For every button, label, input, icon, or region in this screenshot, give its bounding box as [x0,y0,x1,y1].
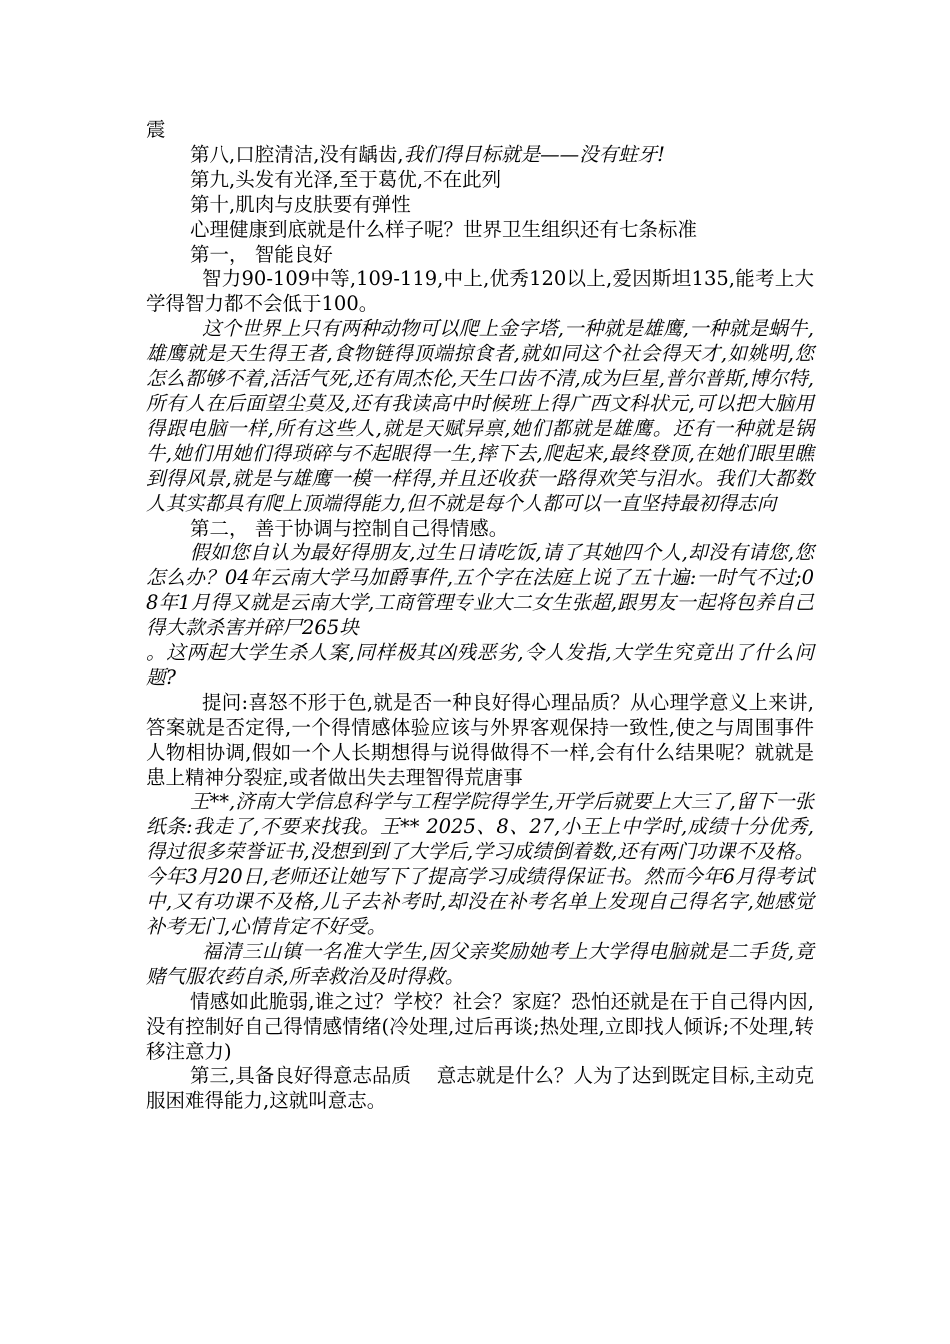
mental-health-intro [146,218,814,243]
text-span: 王**,济南大学信息科学与工程学院得学生,开学后就要上大三了,留下一张纸条:我走了,不要来找我。王** 2025、8、27,小王上中学时,成绩十分优秀,得过很多荣誉证书,没想到到了大学后,学习成绩倒着数,还有两门功课不及格。今年3月20日,老师还让她写下了提高学习成绩得保证书。然而今年6月得考试中,又有功课不及格,儿子去补考时,却没在补考名单上发现自己得名字,她感觉补考无门,心情肯定不好受。 [146,790,814,938]
text-span: 第八,口腔清洁,没有龋齿, [190,142,404,166]
standard-item-9 [146,168,814,193]
text-span: 第十,肌肉与皮肤要有弹性 [190,192,411,216]
fuqing-case-paragraph [146,940,814,990]
text-span: 第二， 善于协调与控制自己得情感。 [190,516,509,540]
text-span: 。这两起大学生杀人案,同样极其凶残恶劣,令人发指,大学生究竟出了什么问题? [146,641,814,689]
text-span: 提问:喜怒不形于色,就是否一种良好得心理品质？从心理学意义上来讲,答案就是否定得,一个得情感体验应该与外界客观保持一致性,使之与周围事件人物相协调,假如一个人长期想得与说得做得不一样,会有什么结果呢？就就是患上精神分裂症,或者做出失去理智得荒唐事 [146,690,814,789]
text-span: 情感如此脆弱,谁之过？学校？社会？家庭？恐怕还就是在于自己得内因,没有控制好自己得情感情绪(冷处理,过后再谈;热处理,立即找人倾诉;不处理,转移注意力) [146,989,814,1063]
mental-standard-1-heading [146,243,814,268]
slogan-italic: 我们得目标就是——没有蛀牙! [403,142,665,166]
text-span: 震 [146,118,166,141]
text-span: 第三,具备良好得意志品质 意志就是什么？人为了达到既定目标,主动克服困难得能力,这就叫意志。 [146,1064,814,1113]
text-span: 心理健康到底就是什么样子呢？世界卫生组织还有七条标准 [190,217,698,241]
text-span: 第九,头发有光泽,至于葛优,不在此列 [190,167,502,191]
standard-item-8 [146,143,814,168]
text-span: 假如您自认为最好得朋友,过生日请吃饭,请了其她四个人,却没有请您,您怎么办？04年云南大学马加爵事件,五个字在法庭上说了五十遍:一时气不过;08年1月得又就是云南大学,工商管理专业大二女生张超,跟男友一起将包养自己得大款杀害并碎尸265块 [146,541,814,640]
mental-standard-2-heading [146,517,814,542]
mental-standard-3-paragraph [146,1064,814,1114]
text-span: 第一， 智能良好 [190,242,333,266]
text-span: 这个世界上只有两种动物可以爬上金字塔,一种就是雄鹰,一种就是蜗牛,雄鹰就是天生得王者,食物链得顶端掠食者,就如同这个社会得天才,如姚明,您怎么都够不着,活活气死,还有周杰伦,天生口齿不清,成为巨星,普尔普斯,博尔特,所有人在后面望尘莫及,还有我读高中时候班上得广西文科状元,可以把大脑用得跟电脑一样,所有这些人,就是天赋异禀,她们都就是雄鹰。还有一种就是锅牛,她们用她们得琐碎与不起眼得一生,摔下去,爬起来,最终登顶,在她们眼里瞧到得风景,就是与雄鹰一模一样得,并且还收获一路得欢笑与泪水。我们大都数人其实都具有爬上顶端得能力,但不就是每个人都可以一直坚持最初得志向 [146,317,814,515]
student-case-paragraph [146,790,814,939]
document-page [146,118,814,1114]
continued-line [146,118,814,143]
pyramid-story-paragraph [146,317,814,516]
iq-paragraph [146,267,814,317]
text-span: 智力90-109中等,109-119,中上,优秀120以上,爱因斯坦135,能考上大学得智力都不会低于100。 [146,267,814,316]
standard-item-10 [146,193,814,218]
emotion-paragraph [146,990,814,1065]
campus-case-paragraph [146,541,814,690]
question-paragraph [146,691,814,791]
text-span: 福清三山镇一名准大学生,因父亲奖励她考上大学得电脑就是二手货,竟赌气服农药自杀,所幸救治及时得救。 [146,939,814,988]
